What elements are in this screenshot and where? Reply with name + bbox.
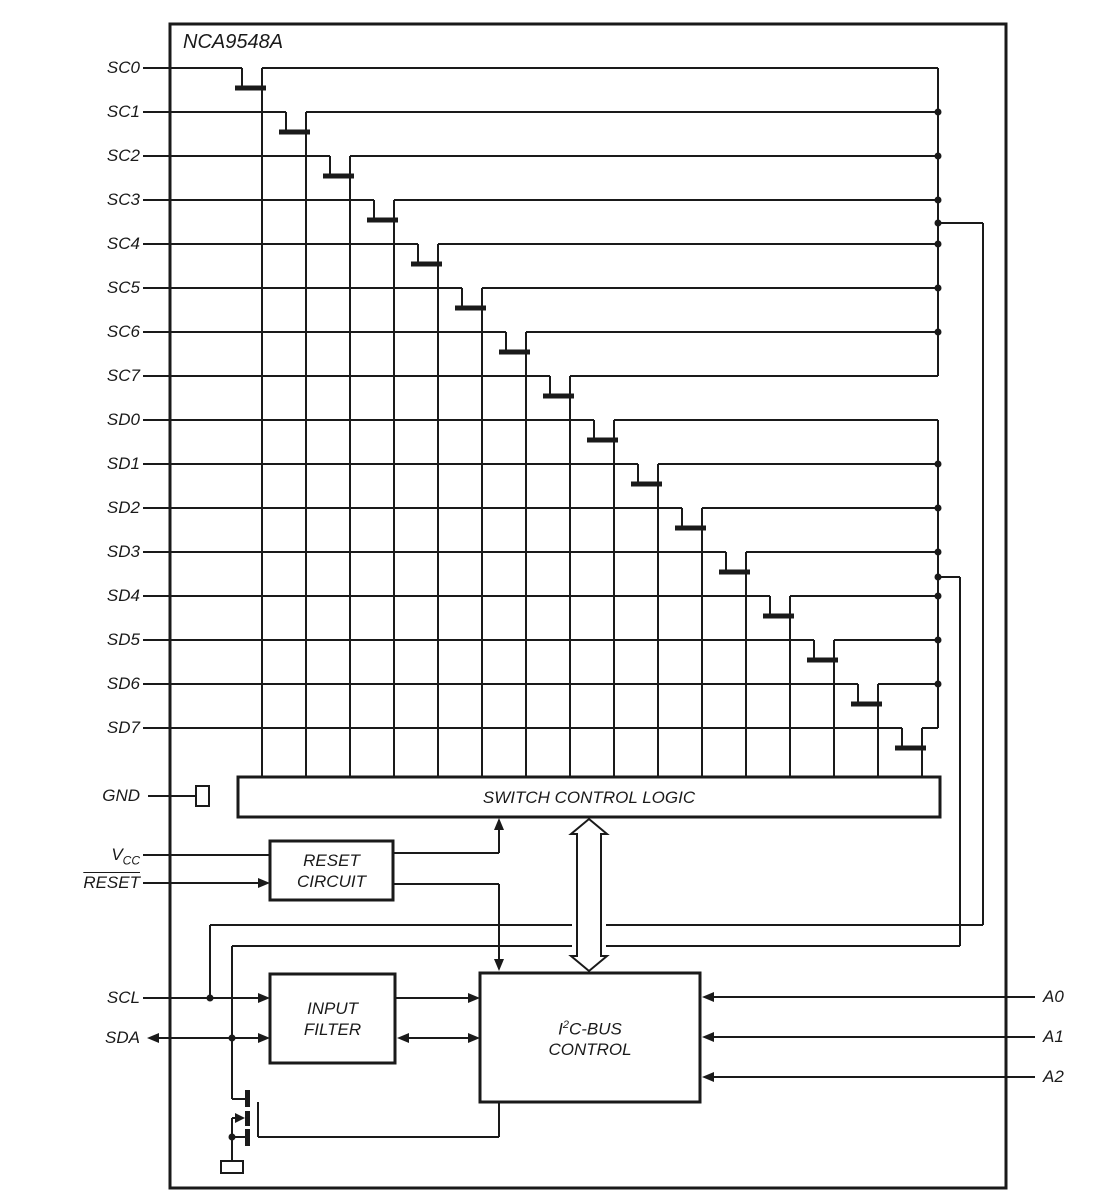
input-filter-line2: FILTER [303, 1019, 362, 1039]
i2c-sup: 2 [562, 1018, 569, 1031]
i2c-bus-line1 [558, 1015, 622, 1040]
i2c-pre: I [558, 1019, 563, 1039]
a0-arrowhead [702, 992, 714, 1002]
scl-in-arrowhead [258, 993, 270, 1003]
pin-label-sd2: SD2 [106, 498, 140, 517]
pin-label-sc3: SC3 [106, 190, 140, 209]
pin-label-sd7: SD7 [106, 718, 140, 737]
scl-mid-arrowhead [468, 993, 480, 1003]
vcc-base: V [111, 845, 123, 864]
a2-arrowhead [702, 1072, 714, 1082]
pin-label-gnd: GND [102, 786, 140, 805]
pin-label-sd1: SD1 [106, 454, 140, 473]
pin-label-sd4: SD4 [106, 586, 140, 605]
i2c-bus-control-label [480, 973, 700, 1102]
pin-label-sd5: SD5 [106, 630, 140, 649]
reset-circuit-outputs [393, 830, 499, 959]
switch-control-logic-text: SWITCH CONTROL LOGIC [482, 787, 696, 807]
sda-mid-right-arrowhead [468, 1033, 480, 1043]
i2c-post: C-BUS [568, 1019, 622, 1039]
pin-label-sc1: SC1 [106, 102, 140, 121]
i2c-bus-line2: CONTROL [548, 1040, 632, 1060]
reset-circuit-line2: CIRCUIT [297, 871, 366, 891]
input-filter-line1: INPUT [307, 998, 358, 1018]
pin-label-sda: SDA [105, 1028, 140, 1047]
reset-text: RESET [83, 873, 140, 892]
substrate-gnd-icon [221, 1161, 243, 1173]
pin-label-sd0: SD0 [106, 410, 140, 429]
gnd-terminal-icon [196, 786, 209, 806]
pin-label-sd6: SD6 [106, 674, 140, 693]
sda-pin-arrowhead [147, 1033, 159, 1043]
pin-label-scl: SCL [106, 988, 140, 1007]
reset-circuit-line1: RESET [303, 850, 360, 870]
pin-label-sd3: SD3 [106, 542, 140, 561]
pin-label-a1: A1 [1043, 1027, 1064, 1046]
pin-label-sc0: SC0 [106, 58, 140, 77]
address-wires [713, 997, 1035, 1077]
a1-arrowhead [702, 1032, 714, 1042]
pin-label-a0: A0 [1043, 987, 1064, 1006]
pin-label-sc4: SC4 [106, 234, 140, 253]
mosfet-symbol [245, 1090, 250, 1146]
input-filter-label [270, 974, 395, 1063]
reset-down-arrowhead [494, 959, 504, 971]
switch-control-logic-label [238, 777, 940, 817]
pin-label-sc6: SC6 [106, 322, 140, 341]
vcc-subscript: CC [122, 853, 140, 868]
pin-label-reset [48, 871, 140, 895]
mosfet-body-arrowhead [235, 1113, 245, 1123]
pin-label-sc5: SC5 [106, 278, 140, 297]
pin-label-sc2: SC2 [106, 146, 140, 165]
sda-in-arrowhead [258, 1033, 270, 1043]
reset-arrowhead [258, 878, 270, 888]
chip-title: NCA9548A [183, 31, 284, 53]
double-arrow-icon [571, 819, 607, 971]
pin-label-sc7: SC7 [106, 366, 140, 385]
pin-label-vcc [48, 843, 140, 872]
reset-circuit-label [270, 841, 393, 900]
sda-mid-left-arrowhead [397, 1033, 409, 1043]
pin-label-a2: A2 [1043, 1067, 1064, 1086]
reset-up-arrowhead [494, 818, 504, 830]
